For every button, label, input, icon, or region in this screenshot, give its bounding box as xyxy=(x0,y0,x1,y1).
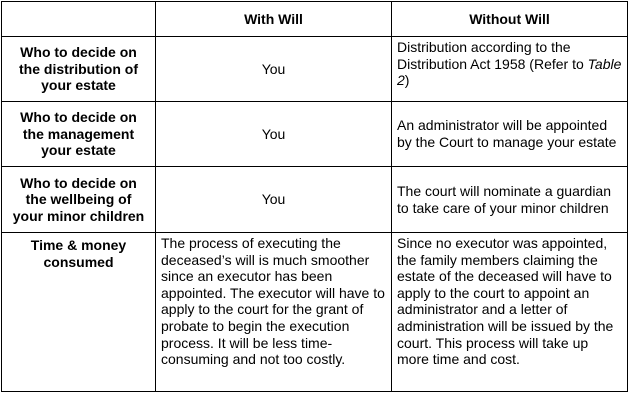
with-will-cell: You xyxy=(156,37,392,102)
row-label-line: Who to decide on xyxy=(20,174,137,191)
without-will-text: Distribution according to the Distribution Act 1958 (Refer to xyxy=(397,39,588,72)
header-cell-blank xyxy=(2,2,156,37)
table-row xyxy=(2,167,628,233)
without-will-cell: An administrator will be appointed by the Court to manage your estate xyxy=(392,102,628,167)
with-will-cell: You xyxy=(156,102,392,167)
comparison-table xyxy=(1,1,628,392)
table-row xyxy=(2,102,628,167)
row-label-line: your estate xyxy=(41,142,116,159)
row-label xyxy=(2,167,156,233)
row-label xyxy=(2,37,156,102)
table-reference: Table 2 xyxy=(397,55,622,89)
row-label-line: Who to decide on xyxy=(20,109,137,126)
row-label-line: your minor children xyxy=(12,207,145,224)
row-label xyxy=(2,102,156,167)
with-will-cell: You xyxy=(156,167,392,233)
row-label-line: your estate xyxy=(41,77,116,94)
table-row xyxy=(2,233,628,392)
row-label-line: Who to decide on xyxy=(20,44,137,61)
header-without-will: Without Will xyxy=(392,2,628,37)
without-will-cell xyxy=(392,37,628,102)
row-label-line: the management xyxy=(22,125,135,142)
row-label xyxy=(2,233,156,392)
without-will-cell: Since no executor was appointed, the family members claiming the estate of the deceased will have to apply to the court to appoint an administrator and a letter of administration will be issued by the court. This process will take up more time and cost. xyxy=(392,233,628,392)
header-with-will: With Will xyxy=(156,2,392,37)
row-label-line: the distribution of xyxy=(19,60,138,77)
table-row xyxy=(2,37,628,102)
row-label-line: consumed xyxy=(43,253,114,270)
row-label-line: Time & money xyxy=(30,237,127,253)
table-header-row xyxy=(2,2,628,37)
without-will-cell: The court will nominate a guardian to take care of your minor children xyxy=(392,167,628,233)
row-label-line: the wellbeing of xyxy=(25,191,132,208)
without-will-text-end: ) xyxy=(404,72,410,89)
with-will-cell: The process of executing the deceased’s will is much smoother since an executor has been appointed. The executor will have to apply to the court for the grant of probate to begin the execution process. It will be less time-consuming and not too costly. xyxy=(156,233,392,392)
